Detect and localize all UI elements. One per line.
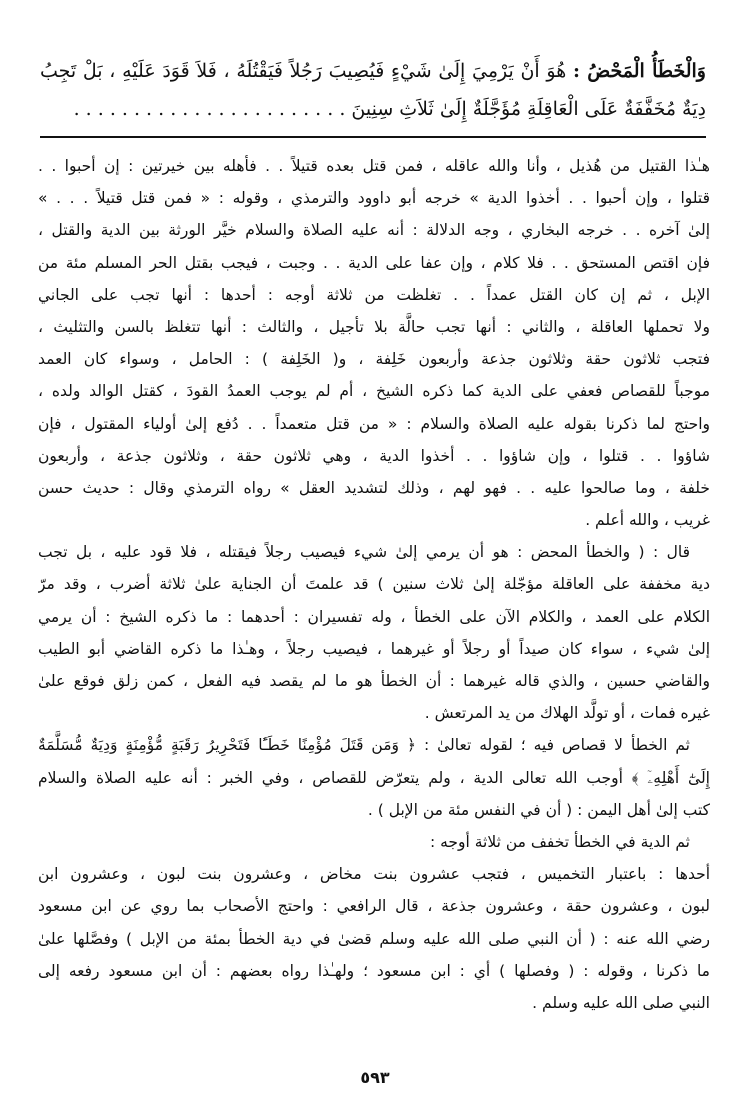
commentary-line: موجباً للقصاص فعفي على الدية كما ذكره الشيخ ، أم لم يوجب العمدُ القودَ ، كقتل الوالد ولده ، — [38, 382, 710, 401]
commentary-line: إلىٰ شيء ، سواء كان صيداً أو رجلاً أو غيرهما ، فيصيب رجلاً ، وهـٰذا ما ذكره القاضي أبو الطيب — [38, 639, 710, 658]
commentary-text — [38, 150, 710, 1019]
commentary-line: غيره فمات ، أو تولَّد الهلاك من يد المرتعش . — [424, 704, 710, 723]
commentary-line: فتجب ثلاثون حقة وثلاثون جذعة وأربعون خَلِفة ، و( الخَلِفة ) : الحامل ، وسواء كان العمد — [38, 350, 710, 369]
commentary-line-quran-verse: ثم الخطأ لا قصاص فيه ؛ لقوله تعالىٰ : ﴿ وَمَن قَتَلَ مُؤْمِنًا خَطَـًٔا فَتَحْرِيرُ رَقَبَةٍ مُّؤْمِنَةٍ وَدِيَةٌ مُّسَلَّمَةٌ — [38, 736, 690, 755]
commentary-line: واحتج لما ذكرنا بقوله عليه الصلاة والسلام : « من قتل متعمداً . . دُفع إلىٰ أولياء المقتول ، فإن — [38, 414, 710, 433]
commentary-line: الإبل ، ثم إن كان القتل عمداً . . تغلظت من ثلاثة أوجه : أحدها : أنها تجب على الجاني — [38, 285, 710, 304]
commentary-line: إِلَىٰٓ أَهْلِهِۦٓ ﴾ أوجب الله تعالى الدية ، ولم يتعرّض للقصاص ، وفي الخبر : أنه عليه الصلاة والسلام — [38, 768, 710, 787]
commentary-line: والقاضي حسين ، والذي قاله غيرهما : أن الخطأ هو ما لم يقصد فيه الفعل ، كمن زلق فوقع علىٰ — [38, 672, 710, 690]
commentary-line: خلفة ، وما صالحوا عليه . . فهو لهم ، وذلك لتشديد العقل » رواه الترمذي وقال : حديث حسن — [38, 478, 710, 497]
commentary-line: إلىٰ آخره . . خرجه البخاري ، وجه الدلالة : أنه عليه الصلاة والسلام خيَّر الورثة بين الدية والقتل ، — [38, 221, 710, 240]
commentary-line: ما ذكرنا ، وقوله : ( وفصلها ) أي : ابن مسعود ؛ ولهـٰذا رواه بعضهم : أن ابن مسعود رفعه إلى — [38, 961, 710, 980]
commentary-line: شاؤوا . . قتلوا ، وإن شاؤوا . . أخذوا الدية ، وهي ثلاثون حقة ، وثلاثون جذعة ، وأربعون — [38, 446, 710, 465]
commentary-line: ولا تحملها العاقلة ، والثاني : أنها تجب حالَّة بلا تأجيل ، والثالث : أنها تتغلظ بالسن والتثليث ، — [38, 317, 710, 336]
commentary-line: دية مخففة على العاقلة مؤجّلة إلىٰ ثلاث سنين ) قد علمتَ أن الجناية علىٰ ثلاثة أضرب ، وقد مرّ — [38, 575, 710, 594]
matn-label: وَالْخَطَأُ الْمَحْضُ : — [572, 60, 706, 82]
commentary-line: غريب ، والله أعلم . — [585, 511, 710, 530]
page-number: ٥٩٣ — [360, 1068, 390, 1087]
commentary-line: ثم الدية في الخطأ تخفف من ثلاثة أوجه : — [429, 832, 690, 851]
commentary-line-quoted-matn: قال : ( والخطأ المحض : هو أن يرمي إلىٰ شيء فيصيب رجلاً فيقتله ، فلا قود عليه ، بل تجب — [38, 543, 690, 562]
commentary-line: الكلام على العمد ، والكلام الآن على الخطأ ، وله تفسيران : أحدهما : ما ذكره الشيخ : أن يرمي — [38, 607, 710, 626]
commentary-line: النبي صلى الله عليه وسلم . — [532, 993, 710, 1012]
commentary-line: لبون ، وعشرون حقة ، وعشرون جذعة ، قال الرافعي : واحتج الأصحاب بما روي عن ابن مسعود — [38, 897, 710, 916]
commentary-line: قتلوا ، وإن أحبوا . . أخذوا الدية » خرجه أبو داوود والترمذي ، وقوله : « فمن قتل قتيلاً . . . » — [38, 189, 710, 208]
matn-body: هُوَ أَنْ يَرْمِيَ إِلَىٰ شَيْءٍ فَيُصِيبَ رَجُلاً فَيَقْتُلَهُ ، فَلاَ قَوَدَ عَلَيْهِ ، بَلْ تَجِبُ دِيَةٌ مُخَفَّفَةٌ عَلَى الْعَاقِلَةِ مُؤَجَّلَةٌ إِلَىٰ ثَلاَثِ سِنِينَ . . . . . . . . . . . . . . . . . . . . . . . — [40, 60, 706, 120]
commentary-line: هـٰذا القتيل من هُذيل ، وأنا والله عاقله ، فمن قتل بعده قتيلاً . . فأهله بين خيرتين : إن أحبوا . . — [38, 157, 710, 175]
commentary-line: أحدها : باعتبار التخميس ، فتجب عشرون بنت مخاض ، وعشرون بنت لبون ، وعشرون ابن — [38, 865, 710, 884]
matn-text — [40, 52, 706, 128]
commentary-line: فإن اقتص المستحق . . فلا كلام ، وإن عفا على الدية . . وجبت ، فيجب بقتل الحر المسلم مئة من — [38, 253, 710, 272]
matn-separator-rule — [40, 136, 706, 138]
commentary-line: كتب إلىٰ أهل اليمن : ( أن في النفس مئة من الإبل ) . — [367, 800, 710, 819]
commentary-line: رضي الله عنه : ( أن النبي صلى الله عليه وسلم قضىٰ في دية الخطأ بمئة من الإبل ) وفصَّلها علىٰ — [38, 929, 710, 948]
